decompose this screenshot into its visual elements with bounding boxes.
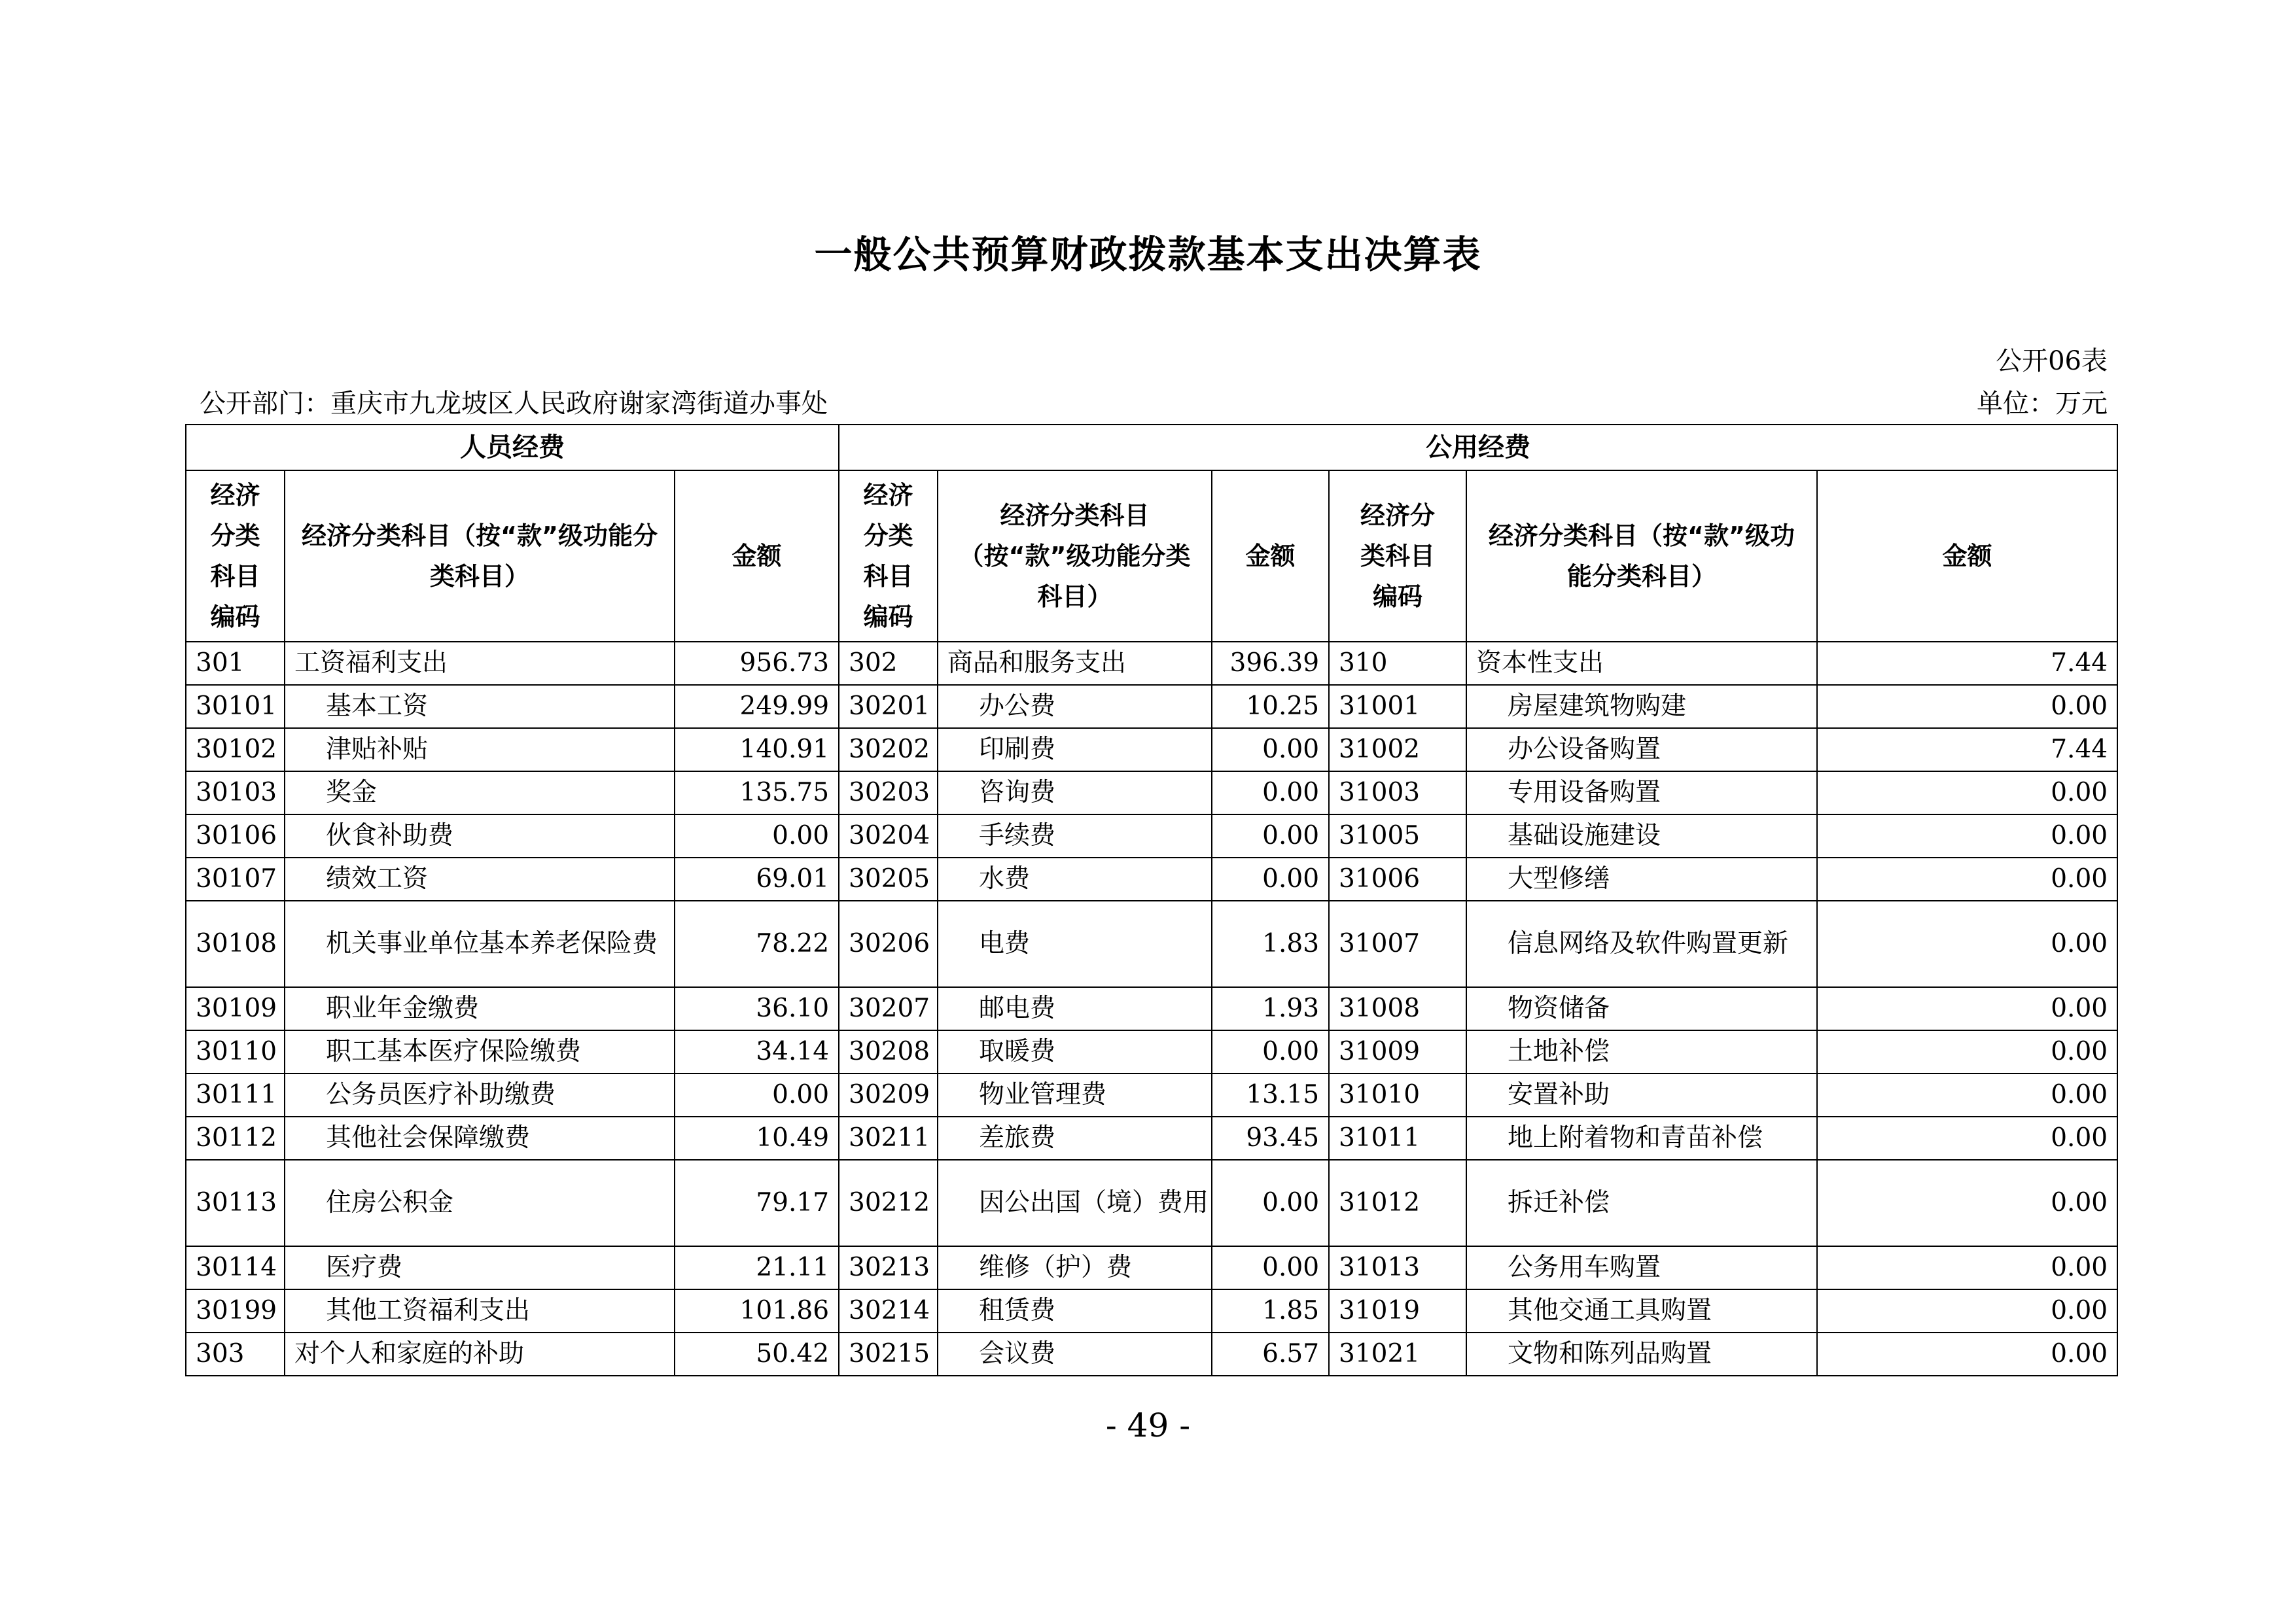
table-row — [186, 1030, 2117, 1073]
code-cell: 30202 — [839, 728, 938, 771]
name-cell: 其他社会保障缴费 — [285, 1117, 675, 1160]
section-header-row — [186, 425, 2117, 470]
code-cell: 31021 — [1329, 1333, 1466, 1376]
amount-cell: 21.11 — [675, 1246, 839, 1289]
code-cell: 31011 — [1329, 1117, 1466, 1160]
code-cell: 31001 — [1329, 685, 1466, 728]
amount-cell: 0.00 — [1817, 1289, 2117, 1333]
name-cell: 基础设施建设 — [1466, 814, 1817, 858]
table-row — [186, 814, 2117, 858]
amount-cell: 10.25 — [1212, 685, 1329, 728]
name-cell: 取暖费 — [938, 1030, 1212, 1073]
amount-cell: 79.17 — [675, 1160, 839, 1246]
name-cell: 信息网络及软件购置更新 — [1466, 901, 1817, 987]
expenditure-table — [185, 424, 2118, 1376]
amount-cell: 1.83 — [1212, 901, 1329, 987]
name-cell: 水费 — [938, 858, 1212, 901]
code-cell: 31019 — [1329, 1289, 1466, 1333]
name-cell: 印刷费 — [938, 728, 1212, 771]
name-cell: 工资福利支出 — [285, 642, 675, 685]
header-name: 经济分类科目（按“款”级功能分类科目） — [938, 470, 1212, 642]
column-header-row — [186, 470, 2117, 642]
header-amount: 金额 — [1212, 470, 1329, 642]
amount-cell: 7.44 — [1817, 728, 2117, 771]
amount-cell: 7.44 — [1817, 642, 2117, 685]
amount-cell: 0.00 — [675, 1073, 839, 1117]
name-cell: 文物和陈列品购置 — [1466, 1333, 1817, 1376]
table-row — [186, 1289, 2117, 1333]
code-cell: 30211 — [839, 1117, 938, 1160]
name-cell: 专用设备购置 — [1466, 771, 1817, 814]
name-cell: 商品和服务支出 — [938, 642, 1212, 685]
code-cell: 30205 — [839, 858, 938, 901]
amount-cell: 0.00 — [1817, 1160, 2117, 1246]
name-cell: 维修（护）费 — [938, 1246, 1212, 1289]
amount-cell: 140.91 — [675, 728, 839, 771]
name-cell: 对个人和家庭的补助 — [285, 1333, 675, 1376]
name-cell: 租赁费 — [938, 1289, 1212, 1333]
code-cell: 30110 — [186, 1030, 285, 1073]
name-cell: 物资储备 — [1466, 987, 1817, 1030]
name-cell: 其他交通工具购置 — [1466, 1289, 1817, 1333]
name-cell: 安置补助 — [1466, 1073, 1817, 1117]
amount-cell: 396.39 — [1212, 642, 1329, 685]
amount-cell: 69.01 — [675, 858, 839, 901]
name-cell: 咨询费 — [938, 771, 1212, 814]
amount-cell: 0.00 — [1817, 987, 2117, 1030]
name-cell: 职业年金缴费 — [285, 987, 675, 1030]
amount-cell: 78.22 — [675, 901, 839, 987]
code-cell: 30213 — [839, 1246, 938, 1289]
table-row — [186, 1073, 2117, 1117]
amount-cell: 0.00 — [1817, 1333, 2117, 1376]
name-cell: 差旅费 — [938, 1117, 1212, 1160]
name-cell: 会议费 — [938, 1333, 1212, 1376]
amount-cell: 135.75 — [675, 771, 839, 814]
table-row — [186, 728, 2117, 771]
table-number: 公开06表 — [1996, 346, 2108, 376]
name-cell: 因公出国（境）费用 — [938, 1160, 1212, 1246]
amount-cell: 36.10 — [675, 987, 839, 1030]
code-cell: 31010 — [1329, 1073, 1466, 1117]
amount-cell: 956.73 — [675, 642, 839, 685]
code-cell: 30215 — [839, 1333, 938, 1376]
amount-cell: 0.00 — [1212, 728, 1329, 771]
amount-cell: 249.99 — [675, 685, 839, 728]
code-cell: 30209 — [839, 1073, 938, 1117]
amount-cell: 0.00 — [1212, 1160, 1329, 1246]
name-cell: 医疗费 — [285, 1246, 675, 1289]
amount-cell: 0.00 — [1817, 685, 2117, 728]
code-cell: 30113 — [186, 1160, 285, 1246]
name-cell: 公务用车购置 — [1466, 1246, 1817, 1289]
code-cell: 31002 — [1329, 728, 1466, 771]
code-cell: 310 — [1329, 642, 1466, 685]
code-cell: 31009 — [1329, 1030, 1466, 1073]
table-row — [186, 771, 2117, 814]
name-cell: 职工基本医疗保险缴费 — [285, 1030, 675, 1073]
name-cell: 奖金 — [285, 771, 675, 814]
table-row — [186, 1160, 2117, 1246]
code-cell: 31008 — [1329, 987, 1466, 1030]
amount-cell: 0.00 — [1817, 1246, 2117, 1289]
amount-cell: 0.00 — [675, 814, 839, 858]
code-cell: 30204 — [839, 814, 938, 858]
code-cell: 30203 — [839, 771, 938, 814]
section-public: 公用经费 — [839, 425, 2117, 470]
code-cell: 30199 — [186, 1289, 285, 1333]
table-row — [186, 987, 2117, 1030]
name-cell: 津贴补贴 — [285, 728, 675, 771]
code-cell: 30201 — [839, 685, 938, 728]
amount-cell: 0.00 — [1817, 901, 2117, 987]
table-row — [186, 1246, 2117, 1289]
amount-cell: 0.00 — [1817, 771, 2117, 814]
code-cell: 301 — [186, 642, 285, 685]
header-name: 经济分类科目（按“款”级功能分类科目） — [1466, 470, 1817, 642]
amount-cell: 1.93 — [1212, 987, 1329, 1030]
code-cell: 30207 — [839, 987, 938, 1030]
name-cell: 办公设备购置 — [1466, 728, 1817, 771]
table-row — [186, 685, 2117, 728]
code-cell: 30107 — [186, 858, 285, 901]
amount-cell: 93.45 — [1212, 1117, 1329, 1160]
code-cell: 30111 — [186, 1073, 285, 1117]
amount-cell: 0.00 — [1817, 1030, 2117, 1073]
code-cell: 30108 — [186, 901, 285, 987]
code-cell: 30102 — [186, 728, 285, 771]
page-title: 一般公共预算财政拨款基本支出决算表 — [814, 232, 1482, 277]
amount-cell: 0.00 — [1817, 1117, 2117, 1160]
name-cell: 电费 — [938, 901, 1212, 987]
amount-cell: 0.00 — [1212, 1030, 1329, 1073]
amount-cell: 50.42 — [675, 1333, 839, 1376]
amount-cell: 0.00 — [1817, 858, 2117, 901]
amount-cell: 0.00 — [1817, 1073, 2117, 1117]
amount-cell: 0.00 — [1212, 771, 1329, 814]
name-cell: 伙食补助费 — [285, 814, 675, 858]
code-cell: 30114 — [186, 1246, 285, 1289]
amount-cell: 13.15 — [1212, 1073, 1329, 1117]
code-cell: 30103 — [186, 771, 285, 814]
code-cell: 30214 — [839, 1289, 938, 1333]
name-cell: 其他工资福利支出 — [285, 1289, 675, 1333]
name-cell: 公务员医疗补助缴费 — [285, 1073, 675, 1117]
name-cell: 拆迁补偿 — [1466, 1160, 1817, 1246]
amount-cell: 0.00 — [1212, 814, 1329, 858]
department-label: 公开部门：重庆市九龙坡区人民政府谢家湾街道办事处 — [200, 389, 828, 419]
amount-cell: 0.00 — [1212, 858, 1329, 901]
table-row — [186, 642, 2117, 685]
name-cell: 住房公积金 — [285, 1160, 675, 1246]
name-cell: 绩效工资 — [285, 858, 675, 901]
amount-cell: 34.14 — [675, 1030, 839, 1073]
code-cell: 30106 — [186, 814, 285, 858]
header-amount: 金额 — [1817, 470, 2117, 642]
code-cell: 30206 — [839, 901, 938, 987]
code-cell: 31005 — [1329, 814, 1466, 858]
code-cell: 30212 — [839, 1160, 938, 1246]
name-cell: 机关事业单位基本养老保险费 — [285, 901, 675, 987]
code-cell: 303 — [186, 1333, 285, 1376]
name-cell: 基本工资 — [285, 685, 675, 728]
code-cell: 30112 — [186, 1117, 285, 1160]
header-code: 经济分类科目编码 — [1329, 470, 1466, 642]
code-cell: 302 — [839, 642, 938, 685]
name-cell: 办公费 — [938, 685, 1212, 728]
amount-cell: 10.49 — [675, 1117, 839, 1160]
table-row — [186, 901, 2117, 987]
code-cell: 30109 — [186, 987, 285, 1030]
code-cell: 31013 — [1329, 1246, 1466, 1289]
code-cell: 31007 — [1329, 901, 1466, 987]
code-cell: 30101 — [186, 685, 285, 728]
table-row — [186, 1333, 2117, 1376]
name-cell: 地上附着物和青苗补偿 — [1466, 1117, 1817, 1160]
header-code: 经济分类科目编码 — [839, 470, 938, 642]
amount-cell: 0.00 — [1212, 1246, 1329, 1289]
header-code: 经济分类科目编码 — [186, 470, 285, 642]
table-row — [186, 1117, 2117, 1160]
name-cell: 邮电费 — [938, 987, 1212, 1030]
code-cell: 30208 — [839, 1030, 938, 1073]
amount-cell: 101.86 — [675, 1289, 839, 1333]
amount-cell: 0.00 — [1817, 814, 2117, 858]
amount-cell: 1.85 — [1212, 1289, 1329, 1333]
name-cell: 大型修缮 — [1466, 858, 1817, 901]
code-cell: 31003 — [1329, 771, 1466, 814]
code-cell: 31012 — [1329, 1160, 1466, 1246]
name-cell: 手续费 — [938, 814, 1212, 858]
unit-label: 单位：万元 — [1977, 389, 2108, 419]
name-cell: 房屋建筑物购建 — [1466, 685, 1817, 728]
name-cell: 土地补偿 — [1466, 1030, 1817, 1073]
header-name: 经济分类科目（按“款”级功能分类科目） — [285, 470, 675, 642]
code-cell: 31006 — [1329, 858, 1466, 901]
table-row — [186, 858, 2117, 901]
name-cell: 物业管理费 — [938, 1073, 1212, 1117]
page-number: - 49 - — [1105, 1406, 1191, 1444]
section-personnel: 人员经费 — [186, 425, 839, 470]
header-amount: 金额 — [675, 470, 839, 642]
name-cell: 资本性支出 — [1466, 642, 1817, 685]
amount-cell: 6.57 — [1212, 1333, 1329, 1376]
